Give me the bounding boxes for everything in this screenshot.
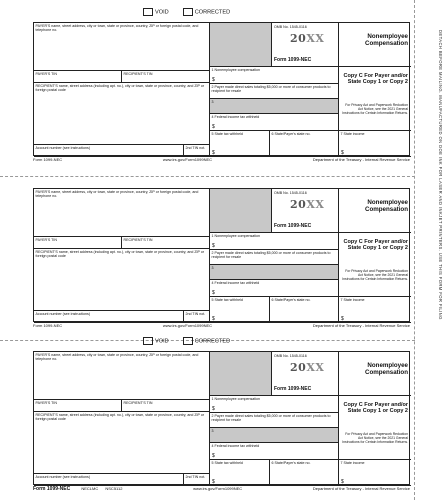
footer-code: NECLMC	[81, 486, 99, 491]
footer-dept: Department of the Treasury - Internal Revenue Service	[312, 323, 410, 328]
box7-field[interactable]: 7 State income $	[339, 460, 411, 486]
form-1099-nec-1	[33, 9, 410, 164]
box3-field: 3	[210, 265, 339, 280]
fold-line	[0, 176, 415, 177]
box2-field[interactable]: 2 Payer made direct sales totaling $5,000 or more of consumer products to recipient for resale	[210, 250, 339, 265]
payer-tin-field[interactable]: PAYER'S TIN	[34, 71, 122, 83]
footer-url: www.irs.gov/Form1099NEC	[162, 157, 213, 162]
tax-year: 20XX	[290, 361, 325, 374]
payer-tin-field[interactable]: PAYER'S TIN	[34, 400, 122, 412]
form-footer	[33, 157, 410, 162]
footer-url: www.irs.gov/Form1099NEC	[193, 486, 243, 491]
tax-year: 20XX	[290, 198, 325, 211]
copy-label: Copy C For Payer and/or State Copy 1 or Copy 2	[343, 73, 408, 86]
shaded-box	[210, 23, 272, 67]
shaded-box	[210, 352, 272, 396]
form-1099-nec-2	[33, 188, 410, 330]
footer-url: www.irs.gov/Form1099NEC	[162, 323, 213, 328]
privacy-notice: For Privacy Act and Paperwork Reduction Act Notice, see the 2021 General Instructions for Certain Information Returns.	[342, 432, 408, 444]
corrected-checkbox[interactable]: CORRECTED	[183, 8, 230, 16]
payer-info-field[interactable]: PAYER'S name, street address, city or town, state or province, country, ZIP or foreign postal code, and telephone no.	[34, 23, 210, 71]
shaded-box	[210, 189, 272, 233]
omb-number: OMB No. 1545-0116	[274, 25, 307, 29]
void-checkbox[interactable]: VOID	[143, 8, 169, 16]
privacy-notice: For Privacy Act and Paperwork Reduction Act Notice, see the 2021 General Instructions for Certain Information Returns.	[342, 103, 408, 115]
account-number-field[interactable]: Account number (see instructions)	[34, 474, 184, 486]
box6-field[interactable]: 6 State/Payer's state no.	[270, 297, 339, 323]
privacy-notice: For Privacy Act and Paperwork Reduction Act Notice, see the 2021 General Instructions for Certain Information Returns.	[342, 269, 408, 281]
form-footer	[33, 486, 410, 492]
recipient-info-field[interactable]: RECIPIENT'S name, street address (including apt. no.), city or town, state or province, country, and ZIP or foreign postal code	[34, 83, 210, 145]
omb-number: OMB No. 1545-0116	[274, 191, 307, 195]
footer-dept: Department of the Treasury - Internal Revenue Service	[312, 486, 410, 491]
box7-field[interactable]: 7 State income $	[339, 297, 411, 323]
form-grid	[33, 22, 410, 156]
box3-field: 3	[210, 99, 339, 114]
payer-info-field[interactable]: PAYER'S name, street address, city or town, state or province, country, ZIP or foreign postal code, and telephone no.	[34, 189, 210, 237]
recipient-tin-field[interactable]: RECIPIENT'S TIN	[122, 400, 210, 412]
form-grid	[33, 188, 410, 322]
form-number: Form 1099-NEC	[274, 223, 312, 229]
payer-tin-field[interactable]: PAYER'S TIN	[34, 237, 122, 249]
copy-label: Copy C For Payer and/or State Copy 1 or Copy 2	[343, 402, 408, 415]
footer-form-label: Form 1099-NEC	[33, 157, 63, 162]
footer-form-group	[33, 486, 122, 492]
void-corrected-row	[143, 337, 230, 345]
perforation-line	[414, 0, 415, 500]
box4-field[interactable]: 4 Federal income tax withheld $	[210, 280, 339, 297]
form-id-block	[272, 352, 339, 396]
second-tin-field[interactable]: 2nd TIN not.	[184, 311, 210, 323]
copy-block	[339, 396, 411, 460]
box2-field[interactable]: 2 Payer made direct sales totaling $5,000 or more of consumer products to recipient for resale	[210, 84, 339, 99]
sidebar-note: DETACH BEFORE MAILING. MANUFACTURED ON DOE INK FOR LASER AND INKJET PRINTERS. USE THIS FORM FOR FILING	[438, 30, 443, 320]
box6-field[interactable]: 6 State/Payer's state no.	[270, 131, 339, 157]
box6-field[interactable]: 6 State/Payer's state no.	[270, 460, 339, 486]
form-title: Nonemployee Compensation	[365, 33, 408, 47]
box2-field[interactable]: 2 Payer made direct sales totaling $5,000 or more of consumer products to recipient for resale	[210, 413, 339, 428]
omb-number: OMB No. 1545-0116	[274, 354, 307, 358]
form-number: Form 1099-NEC	[274, 386, 312, 392]
box3-field: 3	[210, 428, 339, 443]
title-block	[339, 189, 411, 233]
form-title: Nonemployee Compensation	[365, 199, 408, 213]
box7-field[interactable]: 7 State income $	[339, 131, 411, 157]
title-block	[339, 23, 411, 67]
tax-year: 20XX	[290, 32, 325, 45]
box4-field[interactable]: 4 Federal income tax withheld $	[210, 114, 339, 131]
second-tin-field[interactable]: 2nd TIN not.	[184, 474, 210, 486]
copy-block	[339, 233, 411, 297]
account-number-field[interactable]: Account number (see instructions)	[34, 145, 184, 157]
second-tin-field[interactable]: 2nd TIN not.	[184, 145, 210, 157]
void-corrected-row	[143, 8, 230, 16]
footer-dept: Department of the Treasury - Internal Revenue Service	[312, 157, 410, 162]
copy-block	[339, 67, 411, 131]
form-title: Nonemployee Compensation	[365, 362, 408, 376]
recipient-tin-field[interactable]: RECIPIENT'S TIN	[122, 71, 210, 83]
recipient-info-field[interactable]: RECIPIENT'S name, street address (including apt. no.), city or town, state or province, country, and ZIP or foreign postal code	[34, 412, 210, 474]
footer-form-label: Form 1099-NEC	[33, 323, 63, 328]
payer-info-field[interactable]: PAYER'S name, street address, city or town, state or province, country, ZIP or foreign postal code, and telephone no.	[34, 352, 210, 400]
form-number: Form 1099-NEC	[274, 57, 312, 63]
recipient-tin-field[interactable]: RECIPIENT'S TIN	[122, 237, 210, 249]
box4-field[interactable]: 4 Federal income tax withheld $	[210, 443, 339, 460]
box1-field[interactable]: 1 Nonemployee compensation $	[210, 233, 339, 250]
box5-field[interactable]: 5 State tax withheld $	[210, 460, 270, 486]
copy-label: Copy C For Payer and/or State Copy 1 or Copy 2	[343, 239, 408, 252]
form-1099-nec-3	[33, 338, 410, 493]
form-grid	[33, 351, 410, 485]
box5-field[interactable]: 5 State tax withheld $	[210, 297, 270, 323]
recipient-info-field[interactable]: RECIPIENT'S name, street address (including apt. no.), city or town, state or province, country, and ZIP or foreign postal code	[34, 249, 210, 311]
corrected-checkbox[interactable]: CORRECTED	[183, 337, 230, 345]
form-id-block	[272, 189, 339, 233]
form-id-block	[272, 23, 339, 67]
box1-field[interactable]: 1 Nonemployee compensation $	[210, 396, 339, 413]
title-block	[339, 352, 411, 396]
box5-field[interactable]: 5 State tax withheld $	[210, 131, 270, 157]
footer-form-label: Form 1099-NEC	[33, 486, 71, 492]
form-footer	[33, 323, 410, 328]
box1-field[interactable]: 1 Nonemployee compensation $	[210, 67, 339, 84]
footer-code2: NSC5112	[105, 486, 123, 491]
account-number-field[interactable]: Account number (see instructions)	[34, 311, 184, 323]
void-checkbox[interactable]: VOID	[143, 337, 169, 345]
